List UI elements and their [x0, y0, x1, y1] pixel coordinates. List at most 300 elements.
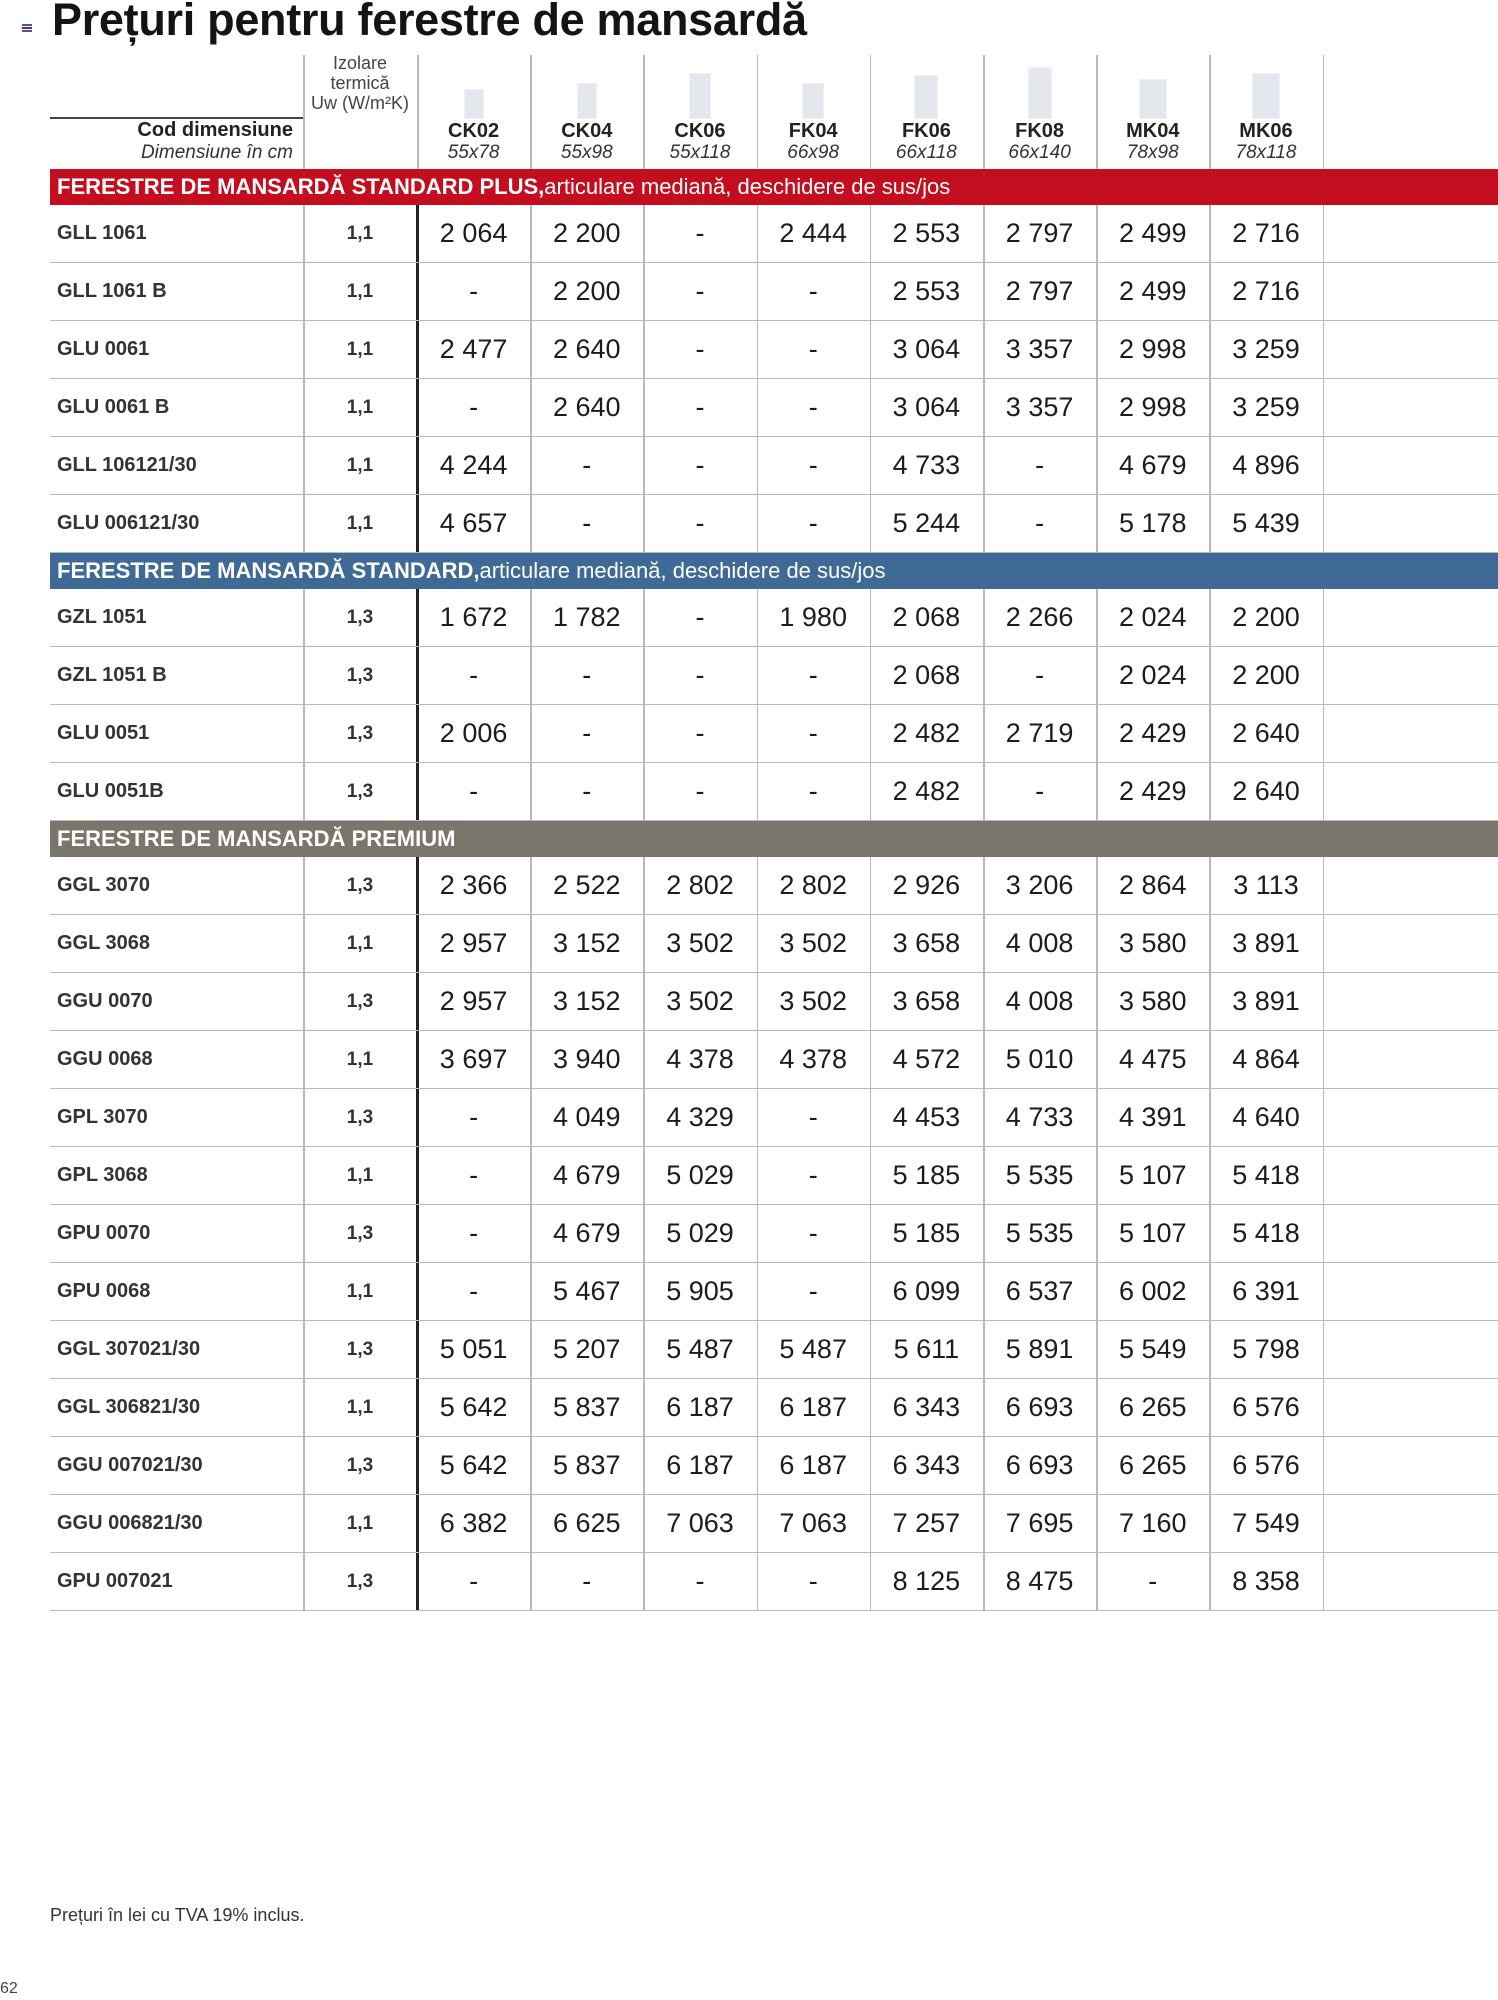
- price-cell: 6 343: [892, 1392, 961, 1422]
- column-divider: [1323, 263, 1325, 320]
- size-dimension: 66x140: [1008, 142, 1071, 163]
- uw-value: 1,3: [346, 1570, 374, 1592]
- price-cell: 4 475: [1118, 1044, 1187, 1074]
- price-cell: -: [1035, 660, 1045, 690]
- price-cell: -: [582, 776, 592, 806]
- price-cell: 5 535: [1005, 1160, 1074, 1190]
- price-cell: 5 837: [552, 1392, 621, 1422]
- section-title: FERESTRE DE MANSARDĂ PREMIUM: [57, 826, 456, 851]
- price-cell: -: [808, 1102, 818, 1132]
- uw-value: 1,1: [346, 932, 374, 954]
- table-row: [50, 321, 1498, 379]
- table-row: [50, 647, 1498, 705]
- product-code: GLL 1061: [57, 222, 147, 244]
- uw-value: 1,3: [346, 1106, 374, 1128]
- price-cell: 3 502: [779, 928, 847, 958]
- price-cell: 4 049: [552, 1102, 621, 1132]
- price-cell: -: [695, 218, 705, 248]
- uw-value: 1,1: [346, 1280, 374, 1302]
- price-cell: -: [695, 1566, 705, 1596]
- uw-value: 1,3: [346, 722, 374, 744]
- column-divider: [1323, 1495, 1325, 1552]
- price-cell: 6 576: [1232, 1450, 1300, 1480]
- price-cell: -: [582, 660, 592, 690]
- price-cell: -: [582, 508, 592, 538]
- table-row: [50, 205, 1498, 263]
- price-cell: 2 802: [779, 870, 847, 900]
- price-cell: 2 522: [552, 870, 621, 900]
- price-cell: 6 187: [666, 1450, 734, 1480]
- price-cell: 2 006: [439, 718, 508, 748]
- uw-value: 1,1: [346, 454, 374, 476]
- price-cell: 3 357: [1005, 334, 1074, 364]
- uw-value: 1,1: [346, 280, 374, 302]
- price-cell: 4 244: [439, 450, 508, 480]
- price-cell: 6 187: [666, 1392, 734, 1422]
- size-dimension: 55x118: [669, 142, 731, 163]
- uw-value: 1,1: [346, 396, 374, 418]
- column-divider: [1323, 205, 1325, 262]
- column-header-fk06: [870, 55, 983, 169]
- size-dimension: 66x118: [895, 142, 957, 163]
- price-cell: 2 640: [552, 392, 621, 422]
- column-divider: [1323, 1379, 1325, 1436]
- price-cell: 5 178: [1118, 508, 1187, 538]
- price-cell: 7 063: [666, 1508, 734, 1538]
- size-dimension: 66x98: [787, 142, 840, 163]
- size-dimension: 78x98: [1126, 142, 1179, 163]
- price-cell: 6 265: [1118, 1450, 1187, 1480]
- dimension-label: Dimensiune în cm: [140, 142, 293, 163]
- column-divider: [1323, 763, 1325, 820]
- price-cell: -: [469, 1160, 479, 1190]
- price-cell: 3 658: [892, 986, 961, 1016]
- price-cell: 6 625: [552, 1508, 621, 1538]
- price-cell: -: [808, 718, 818, 748]
- product-code: GGU 0068: [57, 1048, 153, 1070]
- window-size-icon: [914, 75, 938, 119]
- table-row: [50, 1205, 1498, 1263]
- column-divider: [1323, 1147, 1325, 1204]
- size-dimension: 55x78: [447, 142, 500, 163]
- price-cell: 2 429: [1118, 718, 1187, 748]
- product-code: GGL 3070: [57, 874, 151, 896]
- size-code: FK04: [788, 120, 838, 142]
- price-cell: 6 693: [1005, 1392, 1074, 1422]
- price-cell: -: [469, 1102, 479, 1132]
- price-cell: 2 998: [1118, 392, 1187, 422]
- column-divider: [303, 55, 305, 169]
- price-cell: 2 926: [892, 870, 961, 900]
- price-cell: 4 657: [439, 508, 508, 538]
- price-cell: 7 160: [1118, 1508, 1187, 1538]
- product-code: GLU 0061 B: [57, 396, 170, 418]
- column-header-mk06: [1209, 55, 1322, 169]
- price-cell: 2 068: [892, 602, 961, 632]
- price-cell: 5 535: [1005, 1218, 1074, 1248]
- section-subtitle: articulare mediană, deschidere de sus/jos: [479, 558, 886, 583]
- price-cell: 2 716: [1232, 218, 1300, 248]
- price-cell: 5 798: [1232, 1334, 1300, 1364]
- izolare-label-1: Izolare: [332, 53, 388, 73]
- price-cell: 4 679: [552, 1218, 621, 1248]
- window-size-icon: [577, 83, 597, 119]
- product-code: GGU 007021/30: [57, 1454, 203, 1476]
- price-cell: -: [695, 602, 705, 632]
- price-cell: 5 837: [552, 1450, 621, 1480]
- price-cell: 4 391: [1118, 1102, 1187, 1132]
- uw-value: 1,3: [346, 990, 374, 1012]
- price-cell: 5 642: [439, 1392, 508, 1422]
- price-cell: -: [469, 776, 479, 806]
- price-cell: 2 553: [892, 276, 961, 306]
- price-cell: 2 797: [1005, 218, 1074, 248]
- price-cell: 2 200: [1232, 660, 1300, 690]
- price-cell: 4 453: [892, 1102, 961, 1132]
- product-code: GLU 0051B: [57, 780, 164, 802]
- price-cell: 8 475: [1005, 1566, 1074, 1596]
- price-cell: 2 064: [439, 218, 508, 248]
- section-subtitle: articulare mediană, deschidere de sus/jos: [544, 174, 951, 199]
- table-row: [50, 915, 1498, 973]
- price-cell: 6 187: [779, 1450, 847, 1480]
- size-code: FK06: [901, 120, 951, 142]
- price-cell: -: [469, 1276, 479, 1306]
- column-divider: [1323, 1437, 1325, 1494]
- uw-value: 1,1: [346, 1048, 374, 1070]
- price-cell: 5 185: [892, 1160, 961, 1190]
- price-cell: 5 611: [893, 1334, 960, 1364]
- price-cell: 2 477: [439, 334, 508, 364]
- window-size-icon: [464, 89, 484, 119]
- price-cell: 5 029: [666, 1218, 734, 1248]
- price-cell: -: [1035, 776, 1045, 806]
- price-cell: 5 891: [1005, 1334, 1074, 1364]
- price-cell: 2 429: [1118, 776, 1187, 806]
- price-cell: 4 008: [1005, 928, 1074, 958]
- price-cell: 2 802: [666, 870, 734, 900]
- column-divider: [1323, 1089, 1325, 1146]
- price-cell: -: [582, 1566, 592, 1596]
- product-code: GGU 006821/30: [57, 1512, 203, 1534]
- price-cell: 3 064: [892, 334, 961, 364]
- uw-value: 1,1: [346, 222, 374, 244]
- window-size-icon: [1252, 73, 1280, 119]
- column-divider: [1323, 705, 1325, 762]
- column-divider: [1323, 589, 1325, 646]
- section-header: [50, 553, 1498, 589]
- price-cell: 1 782: [552, 602, 621, 632]
- price-cell: 4 679: [552, 1160, 621, 1190]
- column-header-ck04: [530, 55, 643, 169]
- price-cell: 3 891: [1232, 986, 1300, 1016]
- table-row: [50, 437, 1498, 495]
- column-divider: [1323, 1205, 1325, 1262]
- price-cell: -: [695, 392, 705, 422]
- price-cell: 5 107: [1118, 1160, 1187, 1190]
- product-code: GLL 1061 B: [57, 280, 167, 302]
- uw-value: 1,1: [346, 1164, 374, 1186]
- table-row: [50, 263, 1498, 321]
- table-row: [50, 1553, 1498, 1611]
- price-cell: 7 257: [892, 1508, 961, 1538]
- price-cell: 4 896: [1232, 450, 1300, 480]
- product-code: GZL 1051 B: [57, 664, 167, 686]
- size-dimension: 55x98: [560, 142, 613, 163]
- price-cell: 2 719: [1005, 718, 1074, 748]
- uw-value: 1,3: [346, 1222, 374, 1244]
- price-cell: 6 099: [892, 1276, 961, 1306]
- column-divider: [1323, 857, 1325, 914]
- price-cell: -: [469, 1218, 479, 1248]
- section-title: FERESTRE DE MANSARDĂ STANDARD,: [57, 558, 480, 583]
- price-cell: 2 200: [1232, 602, 1300, 632]
- price-cell: -: [469, 1566, 479, 1596]
- product-code: GLU 0051: [57, 722, 150, 744]
- price-cell: 3 940: [552, 1044, 621, 1074]
- page-title: Prețuri pentru ferestre de mansardă: [52, 0, 807, 45]
- size-dimension: 78x118: [1235, 142, 1297, 163]
- column-divider: [1323, 379, 1325, 436]
- uw-value: 1,3: [346, 1454, 374, 1476]
- price-table: [50, 55, 1498, 1611]
- size-code: MK04: [1126, 120, 1180, 142]
- price-cell: 2 640: [1232, 776, 1300, 806]
- table-row: [50, 857, 1498, 915]
- price-cell: 8 358: [1232, 1566, 1300, 1596]
- price-cell: 3 502: [779, 986, 847, 1016]
- table-row: [50, 495, 1498, 553]
- price-cell: 3 064: [892, 392, 961, 422]
- price-cell: 5 185: [892, 1218, 961, 1248]
- column-header-ck06: [643, 55, 756, 169]
- table-row: [50, 589, 1498, 647]
- price-cell: 2 998: [1118, 334, 1187, 364]
- product-code: GZL 1051: [57, 606, 147, 628]
- price-cell: 2 068: [892, 660, 961, 690]
- price-cell: 2 482: [892, 718, 961, 748]
- price-cell: 3 697: [439, 1044, 508, 1074]
- price-cell: 2 266: [1005, 602, 1074, 632]
- price-cell: -: [695, 718, 705, 748]
- price-cell: 4 733: [1005, 1102, 1074, 1132]
- price-cell: -: [695, 276, 705, 306]
- price-cell: 5 418: [1232, 1218, 1300, 1248]
- price-cell: 2 957: [439, 986, 508, 1016]
- price-cell: 5 487: [666, 1334, 734, 1364]
- price-cell: 2 864: [1118, 870, 1187, 900]
- product-code: GLU 0061: [57, 338, 150, 360]
- price-cell: 4 640: [1232, 1102, 1300, 1132]
- table-row: [50, 1147, 1498, 1205]
- price-cell: -: [1148, 1566, 1158, 1596]
- table-header: [50, 55, 1498, 169]
- price-cell: 2 499: [1118, 218, 1187, 248]
- price-cell: 3 152: [552, 928, 621, 958]
- price-cell: 2 640: [552, 334, 621, 364]
- price-cell: 2 200: [552, 218, 621, 248]
- price-cell: 4 864: [1232, 1044, 1300, 1074]
- price-cell: -: [469, 392, 479, 422]
- price-cell: 5 467: [552, 1276, 621, 1306]
- price-cell: 2 716: [1232, 276, 1300, 306]
- price-cell: 8 125: [892, 1566, 961, 1596]
- price-cell: 4 008: [1005, 986, 1074, 1016]
- table-row: [50, 1437, 1498, 1495]
- price-cell: 2 499: [1118, 276, 1187, 306]
- product-code: GGU 0070: [57, 990, 153, 1012]
- price-cell: -: [808, 1218, 818, 1248]
- price-cell: 6 187: [779, 1392, 847, 1422]
- size-code: CK02: [448, 120, 500, 142]
- size-code: MK06: [1239, 120, 1293, 142]
- uw-value: 1,3: [346, 874, 374, 896]
- price-cell: 2 640: [1232, 718, 1300, 748]
- uw-value: 1,3: [346, 606, 374, 628]
- product-code: GLL 106121/30: [57, 454, 197, 476]
- price-cell: 5 487: [779, 1334, 847, 1364]
- price-cell: 3 580: [1118, 928, 1187, 958]
- price-cell: 4 378: [779, 1044, 847, 1074]
- price-cell: 5 642: [439, 1450, 508, 1480]
- product-code: GPU 0070: [57, 1222, 151, 1244]
- price-cell: 2 482: [892, 776, 961, 806]
- price-cell: 3 206: [1005, 870, 1074, 900]
- table-row: [50, 1495, 1498, 1553]
- column-header-ck02: [417, 55, 530, 169]
- window-size-icon: [689, 73, 711, 119]
- footnote: Prețuri în lei cu TVA 19% inclus.: [50, 1905, 305, 1925]
- uw-value: 1,3: [346, 664, 374, 686]
- product-code: GPL 3068: [57, 1164, 148, 1186]
- price-cell: 3 259: [1232, 334, 1300, 364]
- price-cell: 3 259: [1232, 392, 1300, 422]
- column-header-fk08: [983, 55, 1096, 169]
- section-header: [50, 821, 1498, 857]
- section-header: [50, 169, 1498, 205]
- price-cell: 5 439: [1232, 508, 1300, 538]
- uw-value: 1,3: [346, 780, 374, 802]
- price-cell: 4 733: [892, 450, 961, 480]
- price-cell: -: [469, 660, 479, 690]
- table-row: [50, 379, 1498, 437]
- price-cell: 3 891: [1232, 928, 1300, 958]
- price-cell: -: [582, 450, 592, 480]
- price-cell: 7 063: [779, 1508, 847, 1538]
- price-cell: -: [808, 392, 818, 422]
- uw-value: 1,3: [346, 1338, 374, 1360]
- price-cell: 2 553: [892, 218, 961, 248]
- product-code: GPU 0068: [57, 1280, 151, 1302]
- column-divider: [1323, 1263, 1325, 1320]
- izolare-label-2: termică: [330, 73, 390, 93]
- product-code: GPL 3070: [57, 1106, 148, 1128]
- price-cell: -: [808, 508, 818, 538]
- column-divider: [1323, 321, 1325, 378]
- price-cell: 6 537: [1005, 1276, 1074, 1306]
- price-cell: 5 244: [892, 508, 961, 538]
- price-cell: -: [808, 276, 818, 306]
- uw-value: 1,1: [346, 512, 374, 534]
- column-divider: [1323, 647, 1325, 704]
- price-cell: -: [469, 276, 479, 306]
- price-cell: 2 797: [1005, 276, 1074, 306]
- izolare-header: [303, 53, 417, 113]
- product-code: GPU 007021: [57, 1570, 173, 1592]
- code-dimension-header: [50, 118, 293, 164]
- price-cell: 2 957: [439, 928, 508, 958]
- table-row: [50, 705, 1498, 763]
- column-divider: [1323, 1553, 1325, 1610]
- product-code: GGL 306821/30: [57, 1396, 201, 1418]
- price-cell: 4 329: [666, 1102, 734, 1132]
- price-cell: 4 679: [1118, 450, 1187, 480]
- size-code: FK08: [1015, 120, 1065, 142]
- table-row: [50, 1321, 1498, 1379]
- column-divider: [1323, 915, 1325, 972]
- price-cell: 3 502: [666, 928, 734, 958]
- product-code: GLU 006121/30: [57, 512, 200, 534]
- price-cell: 7 549: [1232, 1508, 1300, 1538]
- price-cell: 5 051: [439, 1334, 508, 1364]
- price-cell: -: [695, 660, 705, 690]
- table-row: [50, 1089, 1498, 1147]
- price-cell: 3 580: [1118, 986, 1187, 1016]
- window-size-icon: [1139, 79, 1167, 119]
- price-cell: 5 029: [666, 1160, 734, 1190]
- section-title: FERESTRE DE MANSARDĂ STANDARD PLUS,: [57, 174, 545, 199]
- price-cell: 3 502: [666, 986, 734, 1016]
- price-cell: 2 200: [552, 276, 621, 306]
- size-code: CK04: [561, 120, 613, 142]
- price-cell: -: [808, 660, 818, 690]
- price-cell: 5 905: [666, 1276, 734, 1306]
- price-cell: -: [695, 776, 705, 806]
- table-row: [50, 1031, 1498, 1089]
- price-cell: 2 024: [1118, 602, 1187, 632]
- window-size-icon: [1028, 67, 1052, 119]
- price-cell: -: [808, 776, 818, 806]
- price-cell: 6 265: [1118, 1392, 1187, 1422]
- price-cell: -: [695, 508, 705, 538]
- price-cell: -: [582, 718, 592, 748]
- price-cell: -: [808, 450, 818, 480]
- price-cell: 3 357: [1005, 392, 1074, 422]
- price-cell: -: [808, 1160, 818, 1190]
- price-cell: 5 549: [1118, 1334, 1187, 1364]
- price-cell: 7 695: [1005, 1508, 1074, 1538]
- table-row: [50, 1379, 1498, 1437]
- price-cell: 1 672: [439, 602, 508, 632]
- table-row: [50, 973, 1498, 1031]
- price-cell: 1 980: [779, 602, 847, 632]
- izolare-label-3: Uw (W/m²K): [311, 93, 409, 113]
- price-cell: 5 107: [1118, 1218, 1187, 1248]
- price-cell: -: [808, 334, 818, 364]
- price-cell: -: [695, 450, 705, 480]
- price-cell: 4 572: [892, 1044, 961, 1074]
- logo-mark: [22, 24, 32, 32]
- page-number: 62: [0, 1980, 18, 1997]
- price-cell: -: [808, 1276, 818, 1306]
- column-divider: [1323, 1031, 1325, 1088]
- price-cell: 5 207: [552, 1334, 621, 1364]
- price-cell: 4 378: [666, 1044, 734, 1074]
- table-row: [50, 1263, 1498, 1321]
- window-size-icon: [802, 83, 824, 119]
- price-cell: -: [1035, 508, 1045, 538]
- column-divider: [1323, 437, 1325, 494]
